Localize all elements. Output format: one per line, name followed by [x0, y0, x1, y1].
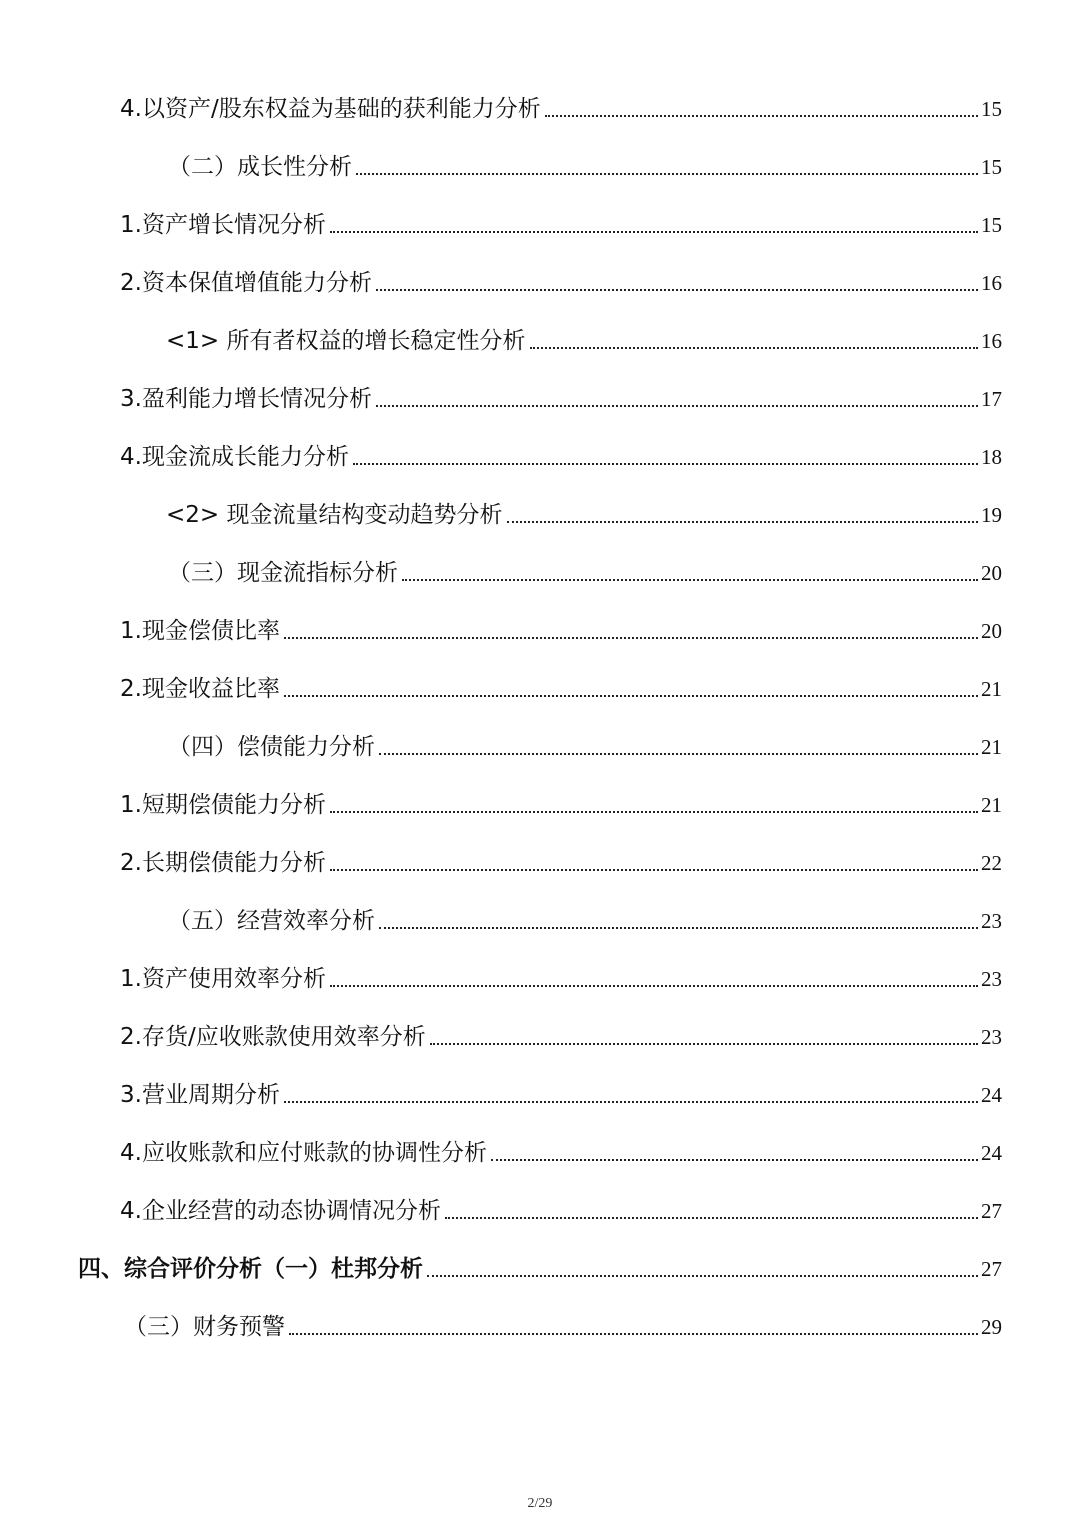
- toc-entry-page: 16: [981, 271, 1002, 295]
- toc-entry-page: 15: [981, 213, 1002, 237]
- toc-entry-title: 4.现金流成长能力分析: [120, 444, 349, 470]
- toc-leader-dots: [356, 173, 978, 175]
- toc-entry[interactable]: [0, 1128, 1002, 1168]
- toc-entry-page: 18: [981, 445, 1002, 469]
- toc-leader-dots: [402, 579, 978, 581]
- toc-entry-page: 15: [981, 155, 1002, 179]
- toc-entry-title: 1.资产使用效率分析: [120, 966, 326, 992]
- toc-leader-dots: [284, 695, 978, 697]
- toc-entry[interactable]: [0, 142, 1002, 182]
- toc-entry[interactable]: [0, 84, 1002, 124]
- toc-entry[interactable]: [0, 1186, 1002, 1226]
- toc-entry[interactable]: [0, 1012, 1002, 1052]
- toc-entry[interactable]: [0, 1070, 1002, 1110]
- toc-entry-page: 27: [981, 1199, 1002, 1223]
- toc-entry[interactable]: [0, 606, 1002, 646]
- toc-leader-dots: [379, 753, 978, 755]
- toc-entry-title: <2> 现金流量结构变动趋势分析: [166, 502, 503, 528]
- toc-entry-title: 2.资本保值增值能力分析: [120, 270, 372, 296]
- toc-entry[interactable]: [0, 258, 1002, 298]
- toc-entry-title: 1.短期偿债能力分析: [120, 792, 326, 818]
- toc-entry-page: 27: [981, 1257, 1002, 1281]
- toc-entry-title: 2.长期偿债能力分析: [120, 850, 326, 876]
- toc-leader-dots: [289, 1333, 978, 1335]
- toc-leader-dots: [330, 811, 978, 813]
- toc-entry-page: 21: [981, 793, 1002, 817]
- toc-entry-title: （三）现金流指标分析: [168, 560, 398, 586]
- toc-entry-page: 29: [981, 1315, 1002, 1339]
- toc-entry[interactable]: [0, 316, 1002, 356]
- toc-entry-title: 3.盈利能力增长情况分析: [120, 386, 372, 412]
- toc-entry-page: 15: [981, 97, 1002, 121]
- toc-entry-page: 23: [981, 967, 1002, 991]
- toc-leader-dots: [491, 1159, 978, 1161]
- toc-leader-dots: [427, 1275, 978, 1277]
- toc-leader-dots: [376, 289, 978, 291]
- toc-entry-page: 23: [981, 1025, 1002, 1049]
- toc-entry-title: 1.资产增长情况分析: [120, 212, 326, 238]
- toc-entry-title: 4.以资产/股东权益为基础的获利能力分析: [120, 96, 541, 122]
- toc-entry[interactable]: [0, 838, 1002, 878]
- toc-entry-page: 19: [981, 503, 1002, 527]
- toc-entry[interactable]: [0, 200, 1002, 240]
- toc-leader-dots: [376, 405, 978, 407]
- toc-leader-dots: [379, 927, 978, 929]
- toc-entry[interactable]: [0, 664, 1002, 704]
- toc-entry-title: （二）成长性分析: [168, 154, 352, 180]
- toc-leader-dots: [284, 637, 978, 639]
- toc-entry-title: （五）经营效率分析: [168, 908, 375, 934]
- toc-entry[interactable]: [0, 722, 1002, 762]
- toc-entry-page: 22: [981, 851, 1002, 875]
- toc-entry[interactable]: [0, 374, 1002, 414]
- toc-entry-page: 24: [981, 1141, 1002, 1165]
- page-number-footer: 2/29: [527, 1496, 553, 1511]
- toc-entry-title: 4.应收账款和应付账款的协调性分析: [120, 1140, 487, 1166]
- toc-entry[interactable]: [0, 954, 1002, 994]
- toc-entry-title: <1> 所有者权益的增长稳定性分析: [166, 328, 526, 354]
- toc-entry[interactable]: [0, 1302, 1002, 1342]
- toc-entry-title: （四）偿债能力分析: [168, 734, 375, 760]
- toc-entry[interactable]: [0, 490, 1002, 530]
- toc-leader-dots: [330, 231, 978, 233]
- toc-entry-page: 23: [981, 909, 1002, 933]
- toc-leader-dots: [353, 463, 978, 465]
- toc-entry[interactable]: [0, 896, 1002, 936]
- toc-leader-dots: [545, 115, 978, 117]
- toc-entry-title: （三）财务预警: [124, 1314, 285, 1340]
- toc-entry-chapter[interactable]: [0, 1244, 1002, 1284]
- toc-entry-page: 21: [981, 735, 1002, 759]
- toc-entry[interactable]: [0, 432, 1002, 472]
- toc-entry-page: 21: [981, 677, 1002, 701]
- toc-entry-title: 4.企业经营的动态协调情况分析: [120, 1198, 441, 1224]
- toc-entry-title: 2.现金收益比率: [120, 676, 280, 702]
- toc-entry-title: 2.存货/应收账款使用效率分析: [120, 1024, 426, 1050]
- toc-entry-title: 1.现金偿债比率: [120, 618, 280, 644]
- toc-entry-page: 17: [981, 387, 1002, 411]
- toc-entry[interactable]: [0, 780, 1002, 820]
- toc-entry-title: 四、综合评价分析（一）杜邦分析: [78, 1256, 423, 1282]
- toc-entry-page: 16: [981, 329, 1002, 353]
- toc-leader-dots: [330, 869, 978, 871]
- toc-leader-dots: [430, 1043, 978, 1045]
- toc-leader-dots: [507, 521, 979, 523]
- toc-entry-page: 20: [981, 561, 1002, 585]
- toc-leader-dots: [530, 347, 979, 349]
- toc-entry-page: 24: [981, 1083, 1002, 1107]
- toc-leader-dots: [330, 985, 978, 987]
- toc-leader-dots: [284, 1101, 978, 1103]
- toc-entry[interactable]: [0, 548, 1002, 588]
- toc-leader-dots: [445, 1217, 978, 1219]
- toc-entry-title: 3.营业周期分析: [120, 1082, 280, 1108]
- toc-entry-page: 20: [981, 619, 1002, 643]
